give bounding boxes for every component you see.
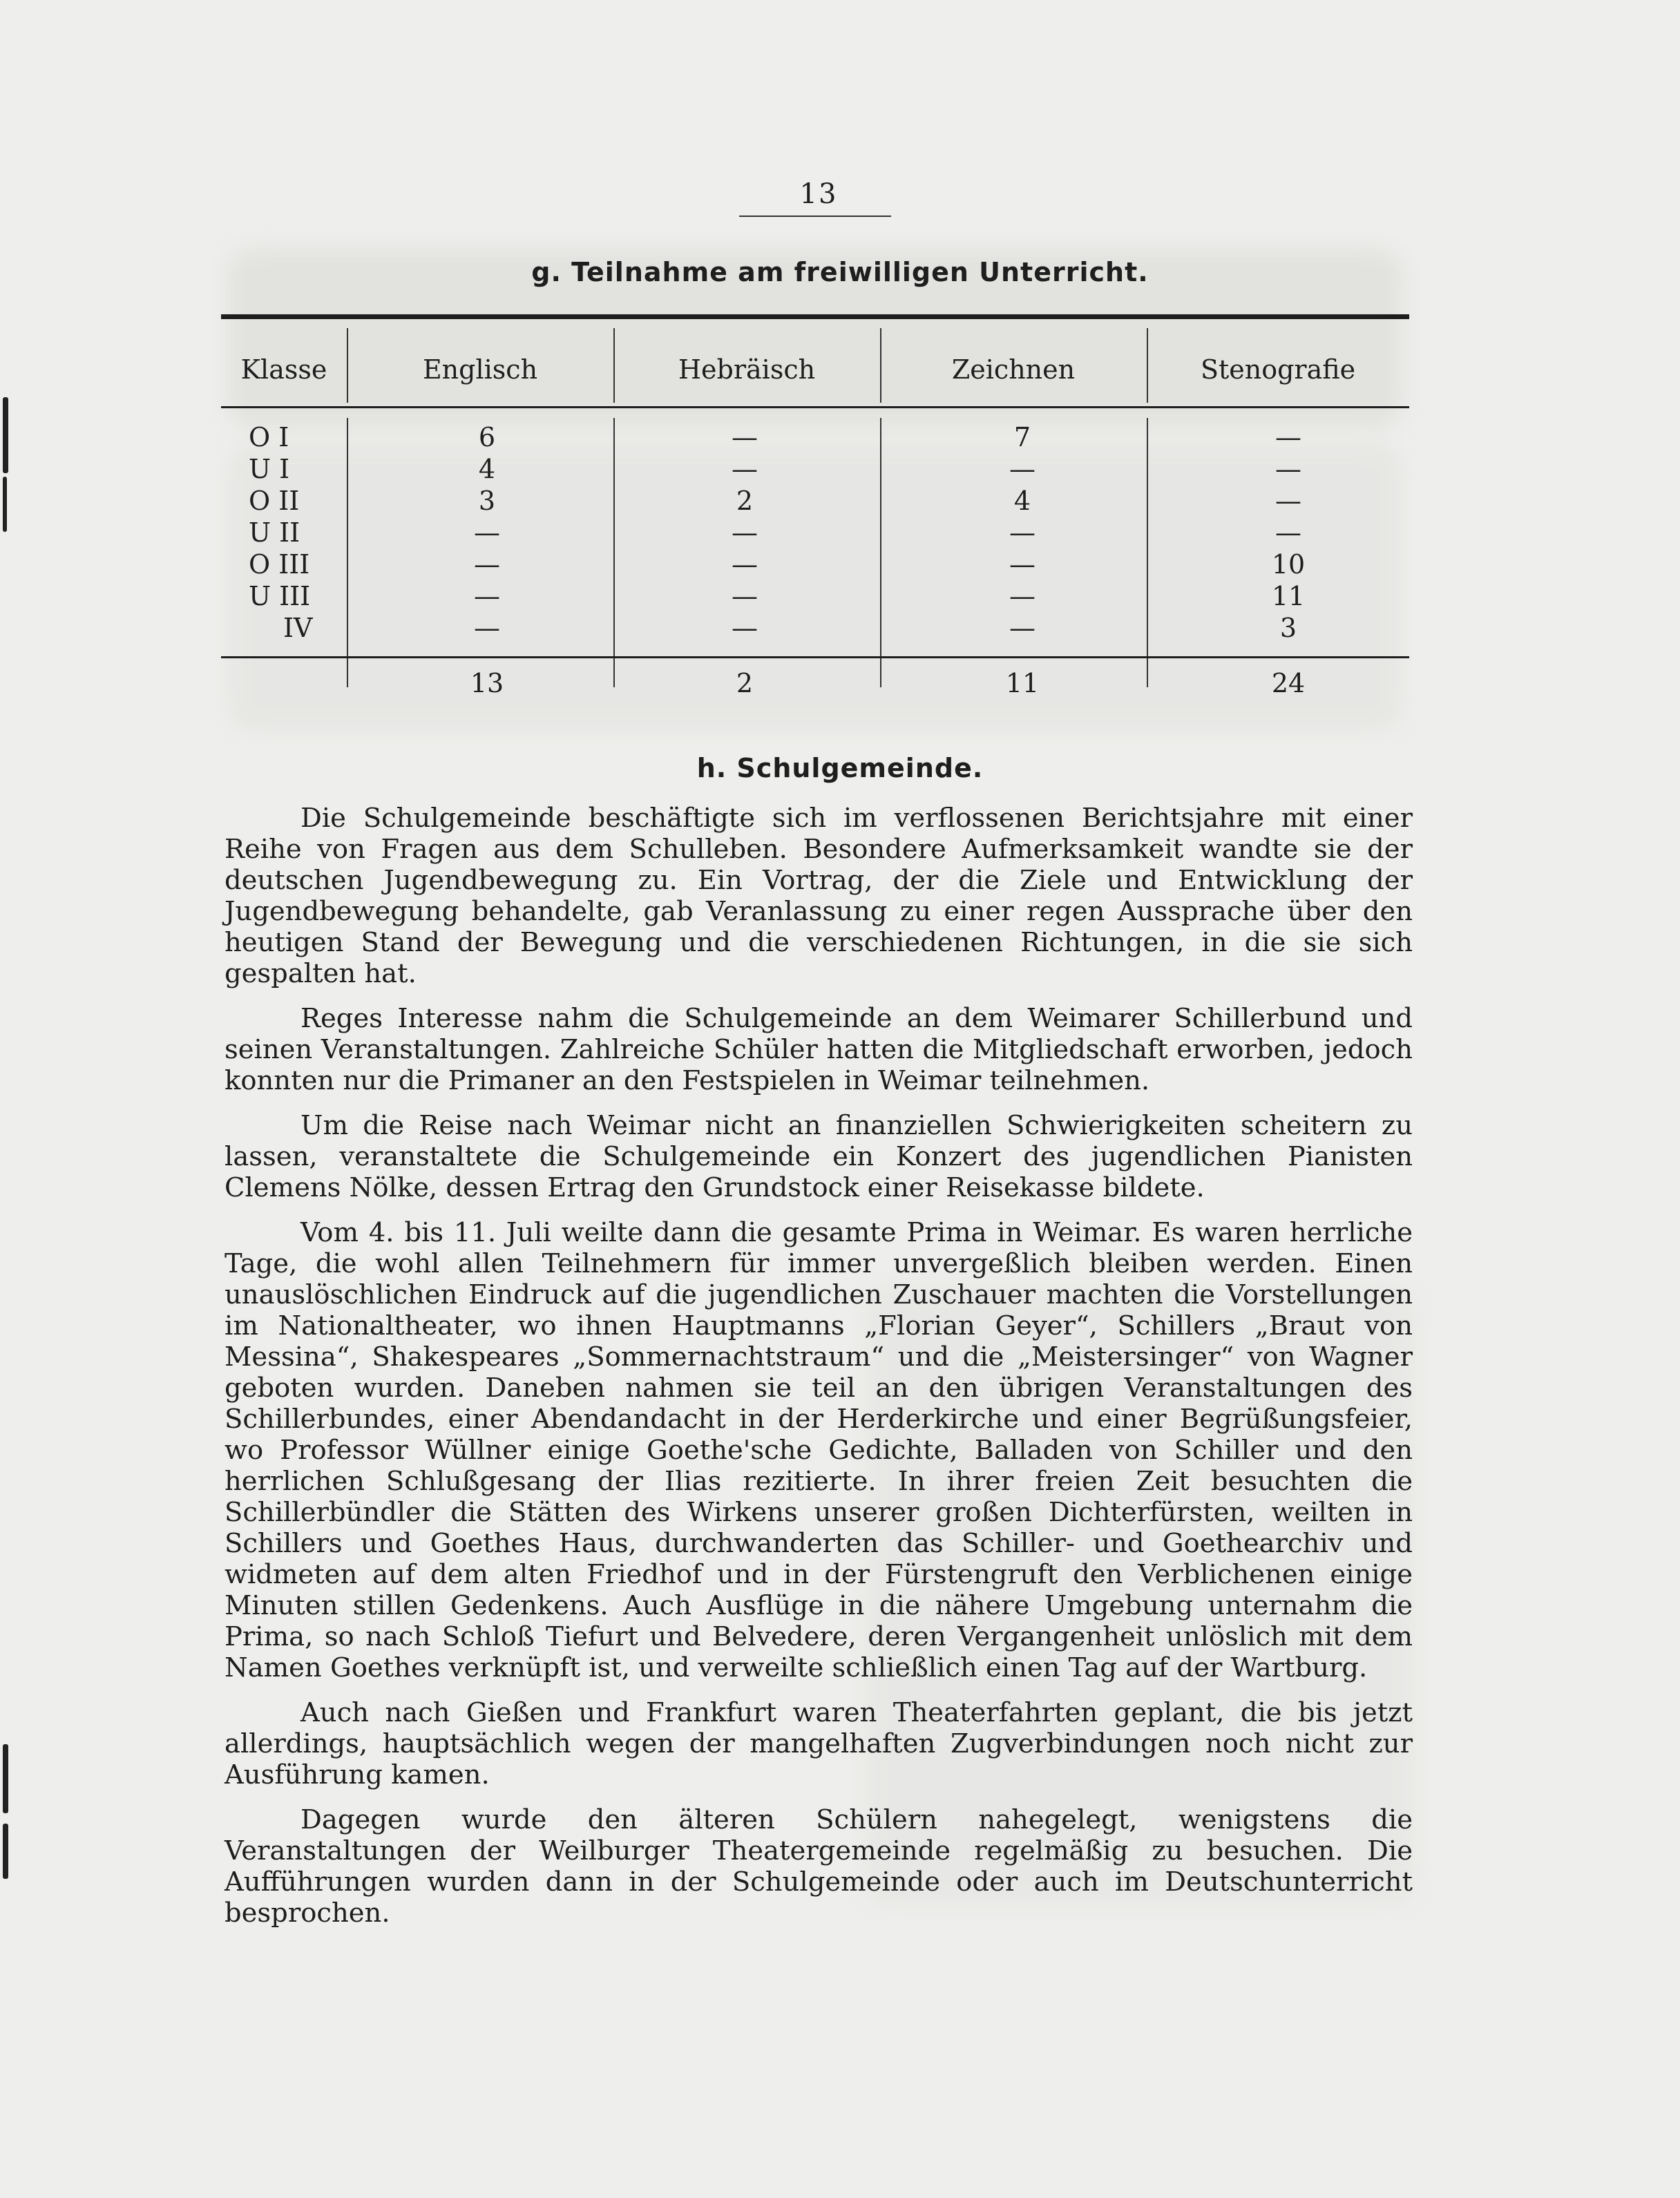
englisch-cell: — [474, 517, 500, 548]
table-row [221, 612, 1409, 644]
table-row [221, 421, 1409, 453]
table-top-rule [221, 314, 1409, 319]
englisch-cell: — [474, 613, 500, 643]
paragraph: Um die Reise nach Weimar nicht an finanziellen Schwierigkeiten scheitern zu lassen, veranstaltete die Schulgemeinde ein Konzert des jugendlichen Pianisten Clemens Nölke, dessen Ertrag den Grundstock einer Reisekasse bildete. [225, 1110, 1413, 1203]
column-header-stenografie: Stenografie [1200, 354, 1356, 385]
stenografie-cell: — [1275, 454, 1301, 484]
hebraeisch-cell: — [732, 549, 758, 580]
totals-rule [221, 656, 1409, 658]
hebraeisch-cell: — [732, 517, 758, 548]
binding-mark [3, 1824, 8, 1879]
table-row [221, 580, 1409, 612]
binding-mark [3, 477, 7, 532]
englisch-cell: 6 [478, 422, 496, 452]
hebraeisch-cell: — [732, 613, 758, 643]
table-row [221, 548, 1409, 580]
table-row [221, 453, 1409, 485]
zeichnen-cell: 4 [1013, 486, 1031, 516]
zeichnen-cell: — [1009, 454, 1035, 484]
zeichnen-cell: 7 [1013, 422, 1031, 452]
hebraeisch-cell: — [732, 422, 758, 452]
paragraph: Die Schulgemeinde beschäftigte sich im verflossenen Berichtsjahre mit einer Reihe von Fragen aus dem Schulleben. Besondere Aufmerksamkeit wandte sie der deutschen Jugendbewegung zu. Ein Vortrag, der die Ziele und Entwicklung der Jugendbewegung behandelte, gab Veranlassung zu einer regen Aussprache über den heutigen Stand der Bewegung und die verschiedenen Richtungen, in die sie sich gespalten hat. [225, 803, 1413, 989]
participation-table [221, 314, 1409, 701]
stenografie-cell: — [1275, 517, 1301, 548]
total-englisch: 13 [470, 668, 504, 698]
column-header-englisch: Englisch [422, 354, 538, 385]
zeichnen-cell: — [1009, 581, 1035, 611]
englisch-cell: 4 [478, 454, 496, 484]
stenografie-cell: — [1275, 486, 1301, 516]
klasse-cell: U III [249, 581, 311, 611]
binding-mark [3, 1744, 8, 1813]
table-row [221, 485, 1409, 517]
total-stenografie: 24 [1271, 668, 1306, 698]
paragraph: Reges Interesse nahm die Schulgemeinde an dem Weimarer Schillerbund und seinen Veranstaltungen. Zahlreiche Schüler hatten die Mitgliedschaft erworben, jedoch konnten nur die Primaner an den Festspielen in Weimar teilnehmen. [225, 1003, 1413, 1096]
paragraph: Auch nach Gießen und Frankfurt waren Theaterfahrten geplant, die bis jetzt allerdings, hauptsächlich wegen der mangelhaften Zugverbindungen noch nicht zur Ausführung kamen. [225, 1697, 1413, 1790]
stenografie-cell: — [1275, 422, 1301, 452]
section-h-body [225, 803, 1413, 1942]
column-header-hebraeisch: Hebräisch [678, 354, 816, 385]
binding-mark [3, 397, 8, 473]
hebraeisch-cell: 2 [736, 486, 754, 516]
hebraeisch-cell: — [732, 581, 758, 611]
total-hebraeisch: 2 [736, 668, 754, 698]
zeichnen-cell: — [1009, 549, 1035, 580]
hebraeisch-cell: — [732, 454, 758, 484]
klasse-cell: U I [249, 454, 290, 484]
column-header-zeichnen: Zeichnen [951, 354, 1076, 385]
englisch-cell: — [474, 549, 500, 580]
section-g-heading: g. Teilnahme am freiwilligen Unterricht. [531, 257, 1149, 287]
klasse-cell: O I [249, 422, 289, 452]
klasse-cell: U II [249, 517, 300, 548]
stenografie-cell: 10 [1271, 549, 1306, 580]
page-number: 13 [799, 178, 838, 210]
englisch-cell: 3 [478, 486, 496, 516]
column-header-klasse: Klasse [240, 354, 327, 385]
englisch-cell: — [474, 581, 500, 611]
section-h-heading: h. Schulgemeinde. [696, 753, 984, 783]
klasse-cell: O II [249, 486, 300, 516]
stenografie-cell: 3 [1279, 613, 1297, 643]
table-row [221, 517, 1409, 548]
total-zeichnen: 11 [1005, 668, 1040, 698]
klasse-cell: IV [283, 613, 313, 643]
paragraph: Vom 4. bis 11. Juli weilte dann die gesamte Prima in Weimar. Es waren herrliche Tage, die wohl allen Teilnehmern für immer unvergeßlich bleiben werden. Einen unauslöschlichen Eindruck auf die jugendlichen Zuschauer machten die Vorstellungen im Nationaltheater, wo ihnen Hauptmanns „Florian Geyer“, Schillers „Braut von Messina“, Shakespeares „Sommernachtstraum“ und die „Meistersinger“ von Wagner geboten wurden. Daneben nahmen sie teil an den übrigen Veranstaltungen des Schillerbundes, einer Abendandacht in der Herderkirche und einer Begrüßungsfeier, wo Professor Wüllner einige Goethe'sche Gedichte, Balladen von Schiller und den herrlichen Schlußgesang der Ilias rezitierte. In ihrer freien Zeit besuchten die Schillerbündler die Stätten des Wirkens unserer großen Dichterfürsten, weilten in Schillers und Goethes Haus, durchwanderten das Schiller- und Goethearchiv und widmeten auf dem alten Friedhof und in der Fürstengruft den Verblichenen einige Minuten stillen Gedenkens. Auch Ausflüge in die nähere Umgebung unternahm die Prima, so nach Schloß Tiefurt und Belvedere, deren Vergangenheit unlöslich mit dem Namen Goethes verknüpft ist, und verweilte schließlich einen Tag auf der Wartburg. [225, 1217, 1413, 1683]
zeichnen-cell: — [1009, 517, 1035, 548]
stenografie-cell: 11 [1271, 581, 1306, 611]
page-number-rule [739, 216, 891, 217]
zeichnen-cell: — [1009, 613, 1035, 643]
paragraph: Dagegen wurde den älteren Schülern nahegelegt, wenigstens die Veranstaltungen der Weilburger Theatergemeinde regelmäßig zu besuchen. Die Aufführungen wurden dann in der Schulgemeinde oder auch im Deutschunterricht besprochen. [225, 1804, 1413, 1929]
header-rule [221, 406, 1409, 408]
klasse-cell: O III [249, 549, 310, 580]
